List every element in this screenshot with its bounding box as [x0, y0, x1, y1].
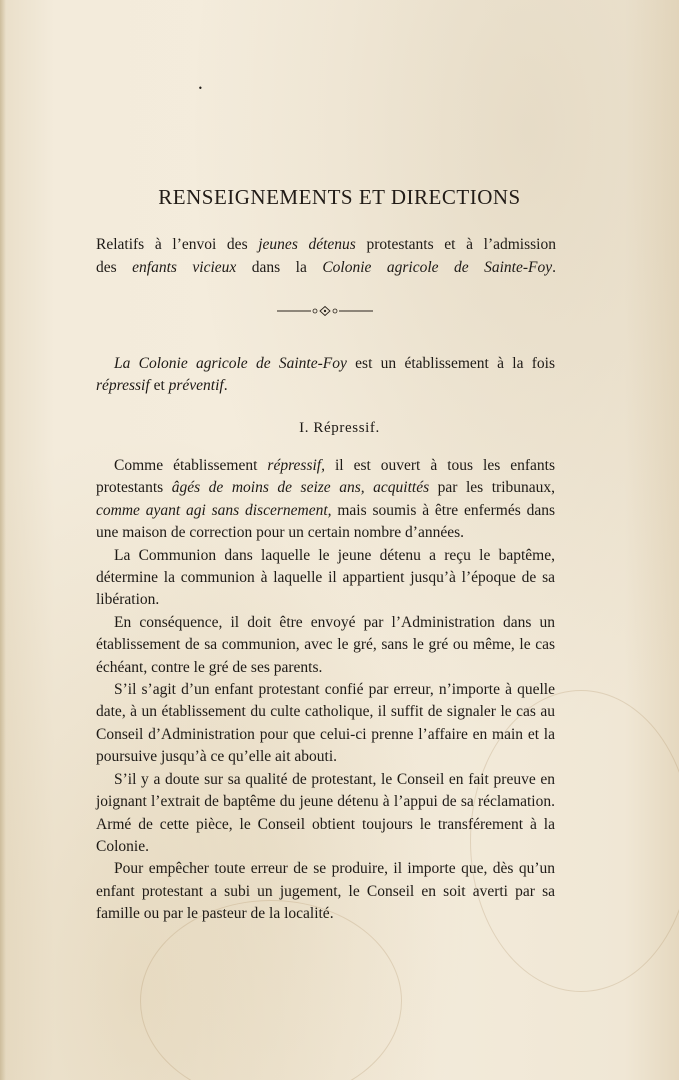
page-subtitle	[96, 233, 556, 279]
subtitle-line: Relatifs à l’envoi des jeunes détenus protestants et à l’admission	[96, 236, 556, 253]
ornament-divider	[277, 305, 373, 317]
section-heading: I. Répressif.	[299, 420, 380, 436]
subtitle-line: des enfants vicieux dans la Colonie agricole de Sainte-Foy.	[96, 259, 556, 276]
paragraph: S’il s’agit d’un enfant protestant confié par erreur, n’importe à quelle date, à un établissement du culte catholique, il suffit de signaler le cas au Conseil d’Administration pour que celui-ci prenne l’affaire en main et la poursuive jusqu’à ce qu’elle ait abouti.	[96, 681, 555, 766]
paragraph: La Communion dans laquelle le jeune détenu a reçu le baptême, détermine la communion à laquelle il appartient jusqu’à l’époque de sa libération.	[96, 546, 555, 609]
paragraph: En conséquence, il doit être envoyé par l’Administration dans un établissement de sa communion, avec le gré, sans le gré ou même, le cas échéant, contre le gré de ses parents.	[96, 613, 555, 676]
main-text	[96, 455, 555, 926]
paragraph: Pour empêcher toute erreur de se produire, il importe que, dès qu’un enfant protestant a subi un jugement, le Conseil en soit averti par sa famille ou par le pasteur de la localité.	[96, 860, 555, 923]
page-edge-shadow	[0, 0, 6, 1080]
page-title: RENSEIGNEMENTS ET DIRECTIONS	[158, 185, 521, 209]
page-marker: •	[198, 84, 203, 93]
intro-paragraph: La Colonie agricole de Sainte-Foy est un établissement à la fois répressif et préventif.	[96, 355, 555, 395]
paragraph: S’il y a doute sur sa qualité de protestant, le Conseil en fait preuve en joignant l’extrait de baptême du jeune détenu à l’appui de sa réclamation. Armé de cette pièce, le Conseil obtient toujours le transférement à la Colonie.	[96, 770, 555, 855]
paper-stain	[140, 900, 402, 1080]
paragraph: Comme établissement répressif, il est ouvert à tous les enfants protestants âgés de moins de seize ans, acquittés par les tribunaux, comme ayant agi sans discernement, mais soumis à être enfermés dans une maison de correction pour un certain nombre d’années.	[96, 457, 556, 542]
